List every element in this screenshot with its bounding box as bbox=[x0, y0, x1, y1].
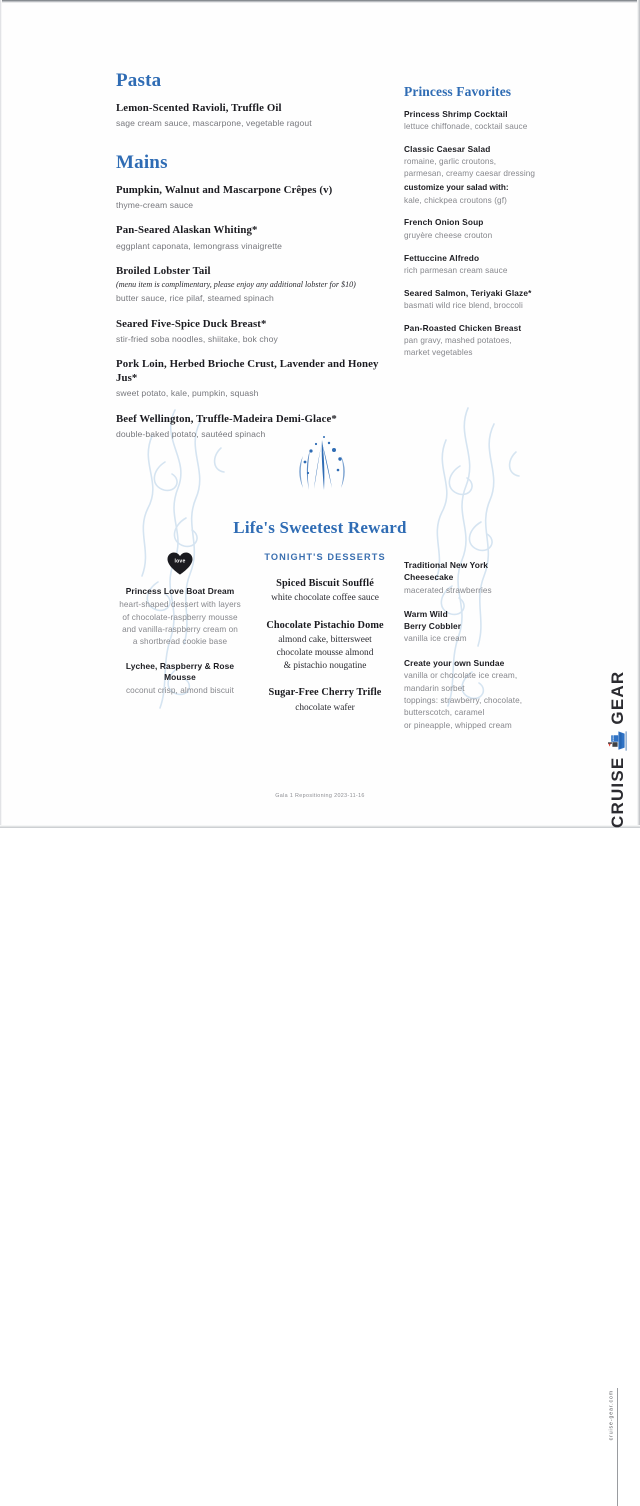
favorite-item bbox=[404, 253, 554, 277]
fireworks-burst-icon bbox=[288, 432, 356, 500]
scan-edge-bottom bbox=[0, 825, 640, 828]
dish-description: sage cream sauce, mascarpone, vegetable ragout bbox=[116, 118, 312, 129]
watermark-rule bbox=[617, 1388, 618, 1506]
favorite-description: pan gravy, mashed potatoes, market vegetables bbox=[404, 335, 512, 357]
mains-heading: Mains bbox=[116, 151, 168, 173]
svg-text:love: love bbox=[174, 558, 186, 565]
dessert-item bbox=[404, 560, 544, 597]
dish-name: Pumpkin, Walnut and Mascarpone Crêpes (v) bbox=[116, 183, 333, 196]
dish-description: stir-fried soba noodles, shiitake, bok choy bbox=[116, 334, 278, 345]
dish-description: double-baked potato, sautéed spinach bbox=[116, 429, 266, 440]
favorite-item bbox=[404, 323, 554, 359]
dessert-item bbox=[114, 586, 246, 649]
princess-favorites-column bbox=[404, 84, 554, 370]
dessert-item bbox=[258, 577, 392, 606]
dessert-item bbox=[404, 609, 544, 646]
dessert-item bbox=[258, 686, 392, 715]
favorite-name: Classic Caesar Salad bbox=[404, 144, 491, 155]
dish-complimentary-note: (menu item is complimentary, please enjoy any additional lobster for $10) bbox=[116, 279, 356, 289]
classic-desserts-column bbox=[404, 560, 544, 744]
cruise-gear-watermark bbox=[598, 670, 638, 1441]
tonights-desserts-column bbox=[258, 552, 392, 728]
favorite-item bbox=[404, 288, 554, 312]
watermark-url: cruise-gear.com bbox=[608, 1390, 614, 1441]
favorite-description: lettuce chiffonade, cocktail sauce bbox=[404, 122, 528, 132]
scan-edge-top bbox=[0, 0, 640, 3]
dessert-description: coconut crisp, almond biscuit bbox=[125, 686, 235, 696]
favorite-description: romaine, garlic croutons, parmesan, creamy caesar dressing bbox=[404, 157, 536, 179]
dessert-name: Sugar-Free Cherry Trifle bbox=[268, 687, 382, 699]
favorite-item bbox=[404, 217, 554, 241]
favorite-item bbox=[404, 109, 554, 133]
heart-love-icon bbox=[167, 552, 193, 575]
dessert-description: almond cake, bittersweet chocolate mousse almond & pistachio nougatine bbox=[276, 634, 374, 672]
dish-name: Broiled Lobster Tail bbox=[116, 265, 211, 278]
favorite-description: basmati wild rice blend, broccoli bbox=[404, 300, 523, 310]
favorite-description: gruyère cheese crouton bbox=[404, 230, 493, 240]
dish-description: sweet potato, kale, pumpkin, squash bbox=[116, 388, 259, 399]
watermark-brand-text-2: GEAR bbox=[608, 670, 627, 725]
menu-item bbox=[116, 318, 396, 346]
dish-description: butter sauce, rice pilaf, steamed spinach bbox=[116, 293, 274, 304]
dessert-name: Warm Wild Berry Cobbler bbox=[404, 608, 462, 631]
dish-description: eggplant caponata, lemongrass vinaigrette bbox=[116, 240, 283, 251]
menu-item bbox=[116, 224, 396, 252]
favorite-description: rich parmesan cream sauce bbox=[404, 265, 508, 275]
dessert-item bbox=[404, 658, 544, 732]
dessert-description: vanilla ice cream bbox=[404, 634, 467, 644]
favorite-name: Fettuccine Alfredo bbox=[404, 252, 480, 263]
menu-item bbox=[116, 265, 396, 305]
dessert-name: Chocolate Pistachio Dome bbox=[266, 619, 384, 631]
dish-name: Pan-Seared Alaskan Whiting* bbox=[116, 224, 258, 237]
dessert-description: vanilla or chocolate ice cream, mandarin sorbet toppings: strawberry, chocolate, butterscotch, caramel or pineapple, whipped cream bbox=[404, 671, 523, 730]
dessert-name: Spiced Biscuit Soufflé bbox=[276, 578, 374, 589]
favorite-name: Princess Shrimp Cocktail bbox=[404, 109, 508, 119]
watermark-brand-text: CRUISE bbox=[608, 756, 627, 828]
menu-item bbox=[116, 358, 396, 399]
page-footer-note: Gala 1 Repositioning 2023-11-16 bbox=[275, 793, 365, 799]
dessert-description: macerated strawberries bbox=[404, 585, 492, 595]
favorites-heading: Princess Favorites bbox=[404, 84, 512, 99]
dessert-description: chocolate wafer bbox=[295, 702, 355, 713]
dessert-name: Princess Love Boat Dream bbox=[125, 586, 235, 596]
favorite-customize-options: kale, chickpea croutons (gf) bbox=[404, 195, 507, 205]
signature-desserts-column bbox=[114, 552, 246, 710]
dessert-name: Create your own Sundae bbox=[404, 657, 505, 668]
favorite-name: Seared Salmon, Teriyaki Glaze* bbox=[404, 287, 532, 298]
dessert-item bbox=[114, 661, 246, 698]
dessert-description: heart-shaped dessert with layers of chocolate-raspberry mousse and vanilla-raspberry cream on a shortbread cookie base bbox=[119, 600, 241, 647]
menu-item bbox=[116, 102, 396, 130]
favorite-name: French Onion Soup bbox=[404, 217, 484, 228]
dish-name: Beef Wellington, Truffle-Madeira Demi-Glace* bbox=[116, 412, 337, 425]
dish-name: Seared Five-Spice Duck Breast* bbox=[116, 317, 267, 330]
dessert-item bbox=[258, 619, 392, 674]
cruise-ship-icon bbox=[607, 729, 629, 753]
dish-name: Pork Loin, Herbed Brioche Crust, Lavender and Honey Jus* bbox=[116, 358, 379, 384]
menu-left-column bbox=[116, 70, 396, 453]
dish-name: Lemon-Scented Ravioli, Truffle Oil bbox=[116, 102, 282, 114]
favorite-customize-label: customize your salad with: bbox=[404, 183, 509, 193]
favorite-item bbox=[404, 144, 554, 206]
scan-edge-left bbox=[0, 0, 2, 828]
pasta-heading: Pasta bbox=[116, 70, 162, 91]
menu-item bbox=[116, 184, 396, 212]
dessert-name: Traditional New York Cheesecake bbox=[404, 560, 489, 582]
tonights-desserts-heading: TONIGHT'S DESSERTS bbox=[264, 552, 386, 562]
favorite-name: Pan-Roasted Chicken Breast bbox=[404, 322, 522, 333]
dish-description: thyme-cream sauce bbox=[116, 200, 194, 211]
sweetest-reward-title: Life's Sweetest Reward bbox=[233, 518, 407, 537]
dessert-name: Lychee, Raspberry & Rose Mousse bbox=[125, 660, 235, 682]
dessert-description: white chocolate coffee sauce bbox=[271, 593, 379, 604]
